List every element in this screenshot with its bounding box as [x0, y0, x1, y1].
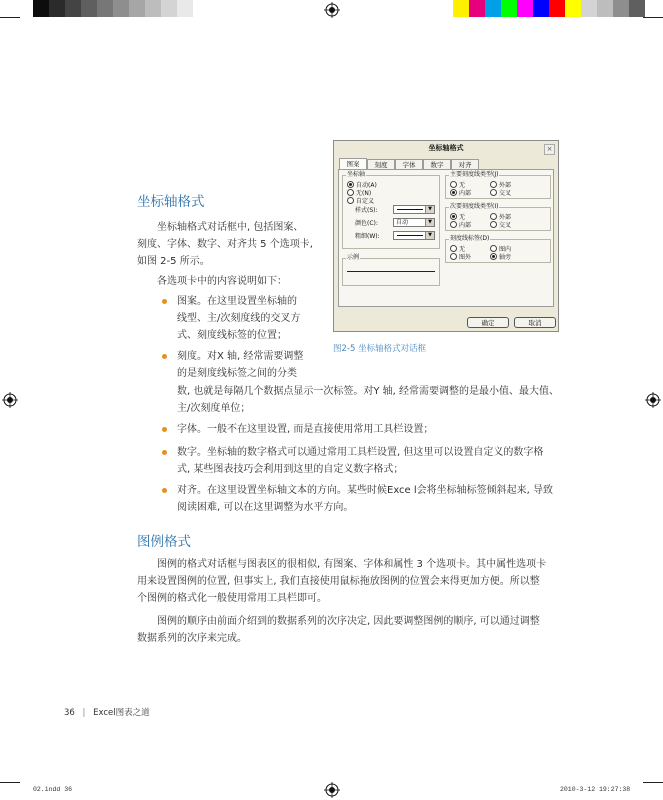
- axis-group-label: 坐标轴: [347, 171, 366, 178]
- gray-swatch: [97, 0, 113, 17]
- tab-scale[interactable]: 刻度: [367, 159, 395, 170]
- option-label: 图内: [499, 246, 512, 253]
- major-option-outside[interactable]: [490, 181, 511, 189]
- slug-file-info: 02.indd 36: [33, 786, 73, 793]
- color-label: 颜色(C):: [355, 220, 378, 227]
- bullet-line: 式, 某些图表技巧会利用到这里的自定义数字格式；: [177, 464, 404, 475]
- crop-mark-top-right: [643, 17, 663, 18]
- paragraph-line: 个图例的格式化一般使用常用工具栏即可。: [137, 593, 327, 604]
- option-label: 外部: [499, 214, 512, 221]
- option-label: 无: [459, 182, 466, 189]
- bullet-dot: [162, 354, 167, 359]
- radio-icon: [490, 213, 497, 220]
- option-label: 轴旁: [499, 254, 512, 261]
- sample-line: [347, 271, 435, 272]
- option-label: 自定义: [356, 198, 375, 205]
- option-label: 内部: [459, 190, 472, 197]
- axis-option-none[interactable]: [347, 189, 371, 197]
- chevron-down-icon: ▼: [425, 232, 434, 239]
- gray-color-bar: [33, 0, 193, 17]
- registration-mark-top-icon: [324, 2, 340, 18]
- registration-mark-bottom-icon: [324, 782, 340, 798]
- axis-option-custom[interactable]: [347, 197, 374, 205]
- color-swatch: [565, 0, 581, 17]
- option-label: 交叉: [499, 190, 512, 197]
- tab-number[interactable]: 数字: [423, 159, 451, 170]
- line-weight-preview-icon: [396, 232, 424, 239]
- chevron-down-icon: ▼: [425, 206, 434, 213]
- paragraph-line: 数据系列的次序来完成。: [137, 633, 247, 644]
- tick-label-group-label: 刻度线标签(D): [450, 235, 490, 242]
- bullet-line: 数字。坐标轴的数字格式可以通过常用工具栏设置, 但这里可以设置自定义的数字格: [177, 447, 544, 458]
- bullet-line: 的是刻度线标签之间的分类: [177, 368, 297, 379]
- color-select[interactable]: [393, 218, 435, 227]
- bullet-line: 字体。一般不在这里设置, 而是直接使用常用工具栏设置；: [177, 424, 434, 435]
- option-label: 无: [459, 214, 466, 221]
- dialog-title: 坐标轴格式: [428, 144, 464, 152]
- bullet-line: 阅读困难, 可以在这里调整为水平方向。: [177, 502, 354, 513]
- radio-selected-icon: [450, 189, 457, 196]
- sample-group: [342, 258, 440, 286]
- tab-panel: [338, 169, 554, 307]
- crop-mark-top-left: [0, 17, 20, 18]
- option-label: 外部: [499, 182, 512, 189]
- bullet-dot: [162, 299, 167, 304]
- radio-icon: [490, 189, 497, 196]
- bullet-line: 数, 也就是每隔几个数据点显示一次标签。对Y 轴, 经常需要调整的是最小值、最大值、: [177, 386, 560, 397]
- book-title: Excel图表之道: [93, 708, 150, 718]
- bullet-dot: [162, 450, 167, 455]
- weight-label: 粗细(W):: [355, 233, 380, 240]
- axis-format-dialog: [333, 140, 559, 332]
- radio-icon: [490, 221, 497, 228]
- tick-label-option-none[interactable]: [450, 245, 465, 253]
- color-swatch: [597, 0, 613, 17]
- major-option-inside[interactable]: [450, 189, 471, 197]
- major-option-none[interactable]: [450, 181, 465, 189]
- option-label: 无(N): [356, 190, 372, 197]
- color-value: 自动: [396, 219, 409, 226]
- intro-line: 如图 2-5 所示。: [137, 256, 210, 267]
- gray-swatch: [81, 0, 97, 17]
- bullet-line: 主/次刻度单位；: [177, 403, 251, 414]
- slug-date-info: 2010-3-12 19:27:38: [560, 786, 631, 793]
- gray-swatch: [33, 0, 49, 17]
- style-select[interactable]: [393, 205, 435, 214]
- radio-icon: [347, 189, 354, 196]
- paragraph-line: 图例的顺序由前面介绍到的数据系列的次序决定, 因此要调整图例的顺序, 可以通过调整: [157, 616, 540, 627]
- option-label: 内部: [459, 222, 472, 229]
- option-label: 自动(A): [356, 182, 377, 189]
- color-swatch: [485, 0, 501, 17]
- close-icon[interactable]: ×: [544, 144, 555, 155]
- option-label: 交叉: [499, 222, 512, 229]
- process-color-bar: [453, 0, 645, 17]
- radio-selected-icon: [347, 181, 354, 188]
- page-footer: [64, 706, 150, 718]
- bullet-line: 刻度。对X 轴, 经常需要调整: [177, 351, 304, 362]
- radio-selected-icon: [450, 213, 457, 220]
- option-label: 图外: [459, 254, 472, 261]
- color-swatch: [533, 0, 549, 17]
- cancel-button[interactable]: 取消: [514, 317, 556, 328]
- radio-icon: [347, 197, 354, 204]
- color-swatch: [581, 0, 597, 17]
- axis-option-auto[interactable]: [347, 181, 377, 189]
- registration-mark-right-icon: [645, 392, 661, 408]
- gray-swatch: [49, 0, 65, 17]
- color-swatch: [629, 0, 645, 17]
- radio-selected-icon: [490, 253, 497, 260]
- weight-select[interactable]: [393, 231, 435, 240]
- bullet-line: 对齐。在这里设置坐标轴文本的方向。某些时候Exce l会将坐标轴标签倾斜起来, 导致: [177, 485, 554, 496]
- gray-swatch: [177, 0, 193, 17]
- crop-mark-bottom-left: [0, 782, 20, 783]
- color-swatch: [501, 0, 517, 17]
- line-style-preview-icon: [396, 206, 424, 213]
- lead-line: 各选项卡中的内容说明如下：: [157, 276, 287, 287]
- gray-swatch: [161, 0, 177, 17]
- color-swatch: [453, 0, 469, 17]
- tab-patterns[interactable]: 图案: [339, 158, 367, 170]
- page-number: 36: [64, 708, 75, 718]
- paragraph-line: 图例的格式对话框与图表区的很相似, 有图案、字体和属性 3 个选项卡。其中属性选项卡: [157, 559, 547, 570]
- tab-alignment[interactable]: 对齐: [451, 159, 479, 170]
- registration-mark-left-icon: [2, 392, 18, 408]
- gray-swatch: [113, 0, 129, 17]
- chevron-down-icon: ▼: [425, 219, 434, 226]
- paragraph-line: 用来设置图例的位置, 但事实上, 我们直接使用鼠标拖放图例的位置会来得更加方便。所以整: [137, 576, 540, 587]
- bullet-dot: [162, 488, 167, 493]
- tick-label-option-low[interactable]: [450, 253, 471, 261]
- gray-swatch: [129, 0, 145, 17]
- color-swatch: [517, 0, 533, 17]
- gray-swatch: [65, 0, 81, 17]
- radio-icon: [450, 253, 457, 260]
- gray-swatch: [145, 0, 161, 17]
- bullet-dot: [162, 427, 167, 432]
- radio-icon: [450, 181, 457, 188]
- option-label: 无: [459, 246, 466, 253]
- footer-separator: |: [82, 708, 86, 718]
- color-swatch: [549, 0, 565, 17]
- figure-caption: 图2-5 坐标轴格式对话框: [333, 344, 427, 354]
- intro-line: 坐标轴格式对话框中, 包括图案、: [157, 222, 304, 233]
- tick-label-option-high[interactable]: [490, 245, 511, 253]
- color-swatch: [469, 0, 485, 17]
- major-tick-group-label: 主要刻度线类型(J): [450, 171, 499, 178]
- radio-icon: [450, 221, 457, 228]
- radio-icon: [490, 181, 497, 188]
- minor-option-inside[interactable]: [450, 221, 471, 229]
- radio-icon: [490, 245, 497, 252]
- color-swatch: [613, 0, 629, 17]
- sample-label: 示例: [347, 254, 360, 261]
- section-heading-axis-format: 坐标轴格式: [137, 194, 205, 210]
- section-heading-legend-format: 图例格式: [137, 534, 191, 550]
- minor-tick-group-label: 次要刻度线类型(I): [450, 203, 499, 210]
- bullet-line: 式、刻度线标签的位置；: [177, 330, 287, 341]
- minor-option-cross[interactable]: [490, 221, 511, 229]
- intro-line: 刻度、字体、数字、对齐共 5 个选项卡,: [137, 239, 313, 250]
- tick-label-option-next-to-axis[interactable]: [490, 253, 511, 261]
- bullet-line: 图案。在这里设置坐标轴的: [177, 296, 297, 307]
- minor-option-none[interactable]: [450, 213, 465, 221]
- crop-mark-bottom-right: [643, 782, 663, 783]
- radio-icon: [450, 245, 457, 252]
- major-option-cross[interactable]: [490, 189, 511, 197]
- bullet-line: 线型、主/次刻度线的交叉方: [177, 313, 301, 324]
- style-label: 样式(S):: [355, 207, 378, 214]
- ok-button[interactable]: 确定: [467, 317, 509, 328]
- tab-font[interactable]: 字体: [395, 159, 423, 170]
- minor-option-outside[interactable]: [490, 213, 511, 221]
